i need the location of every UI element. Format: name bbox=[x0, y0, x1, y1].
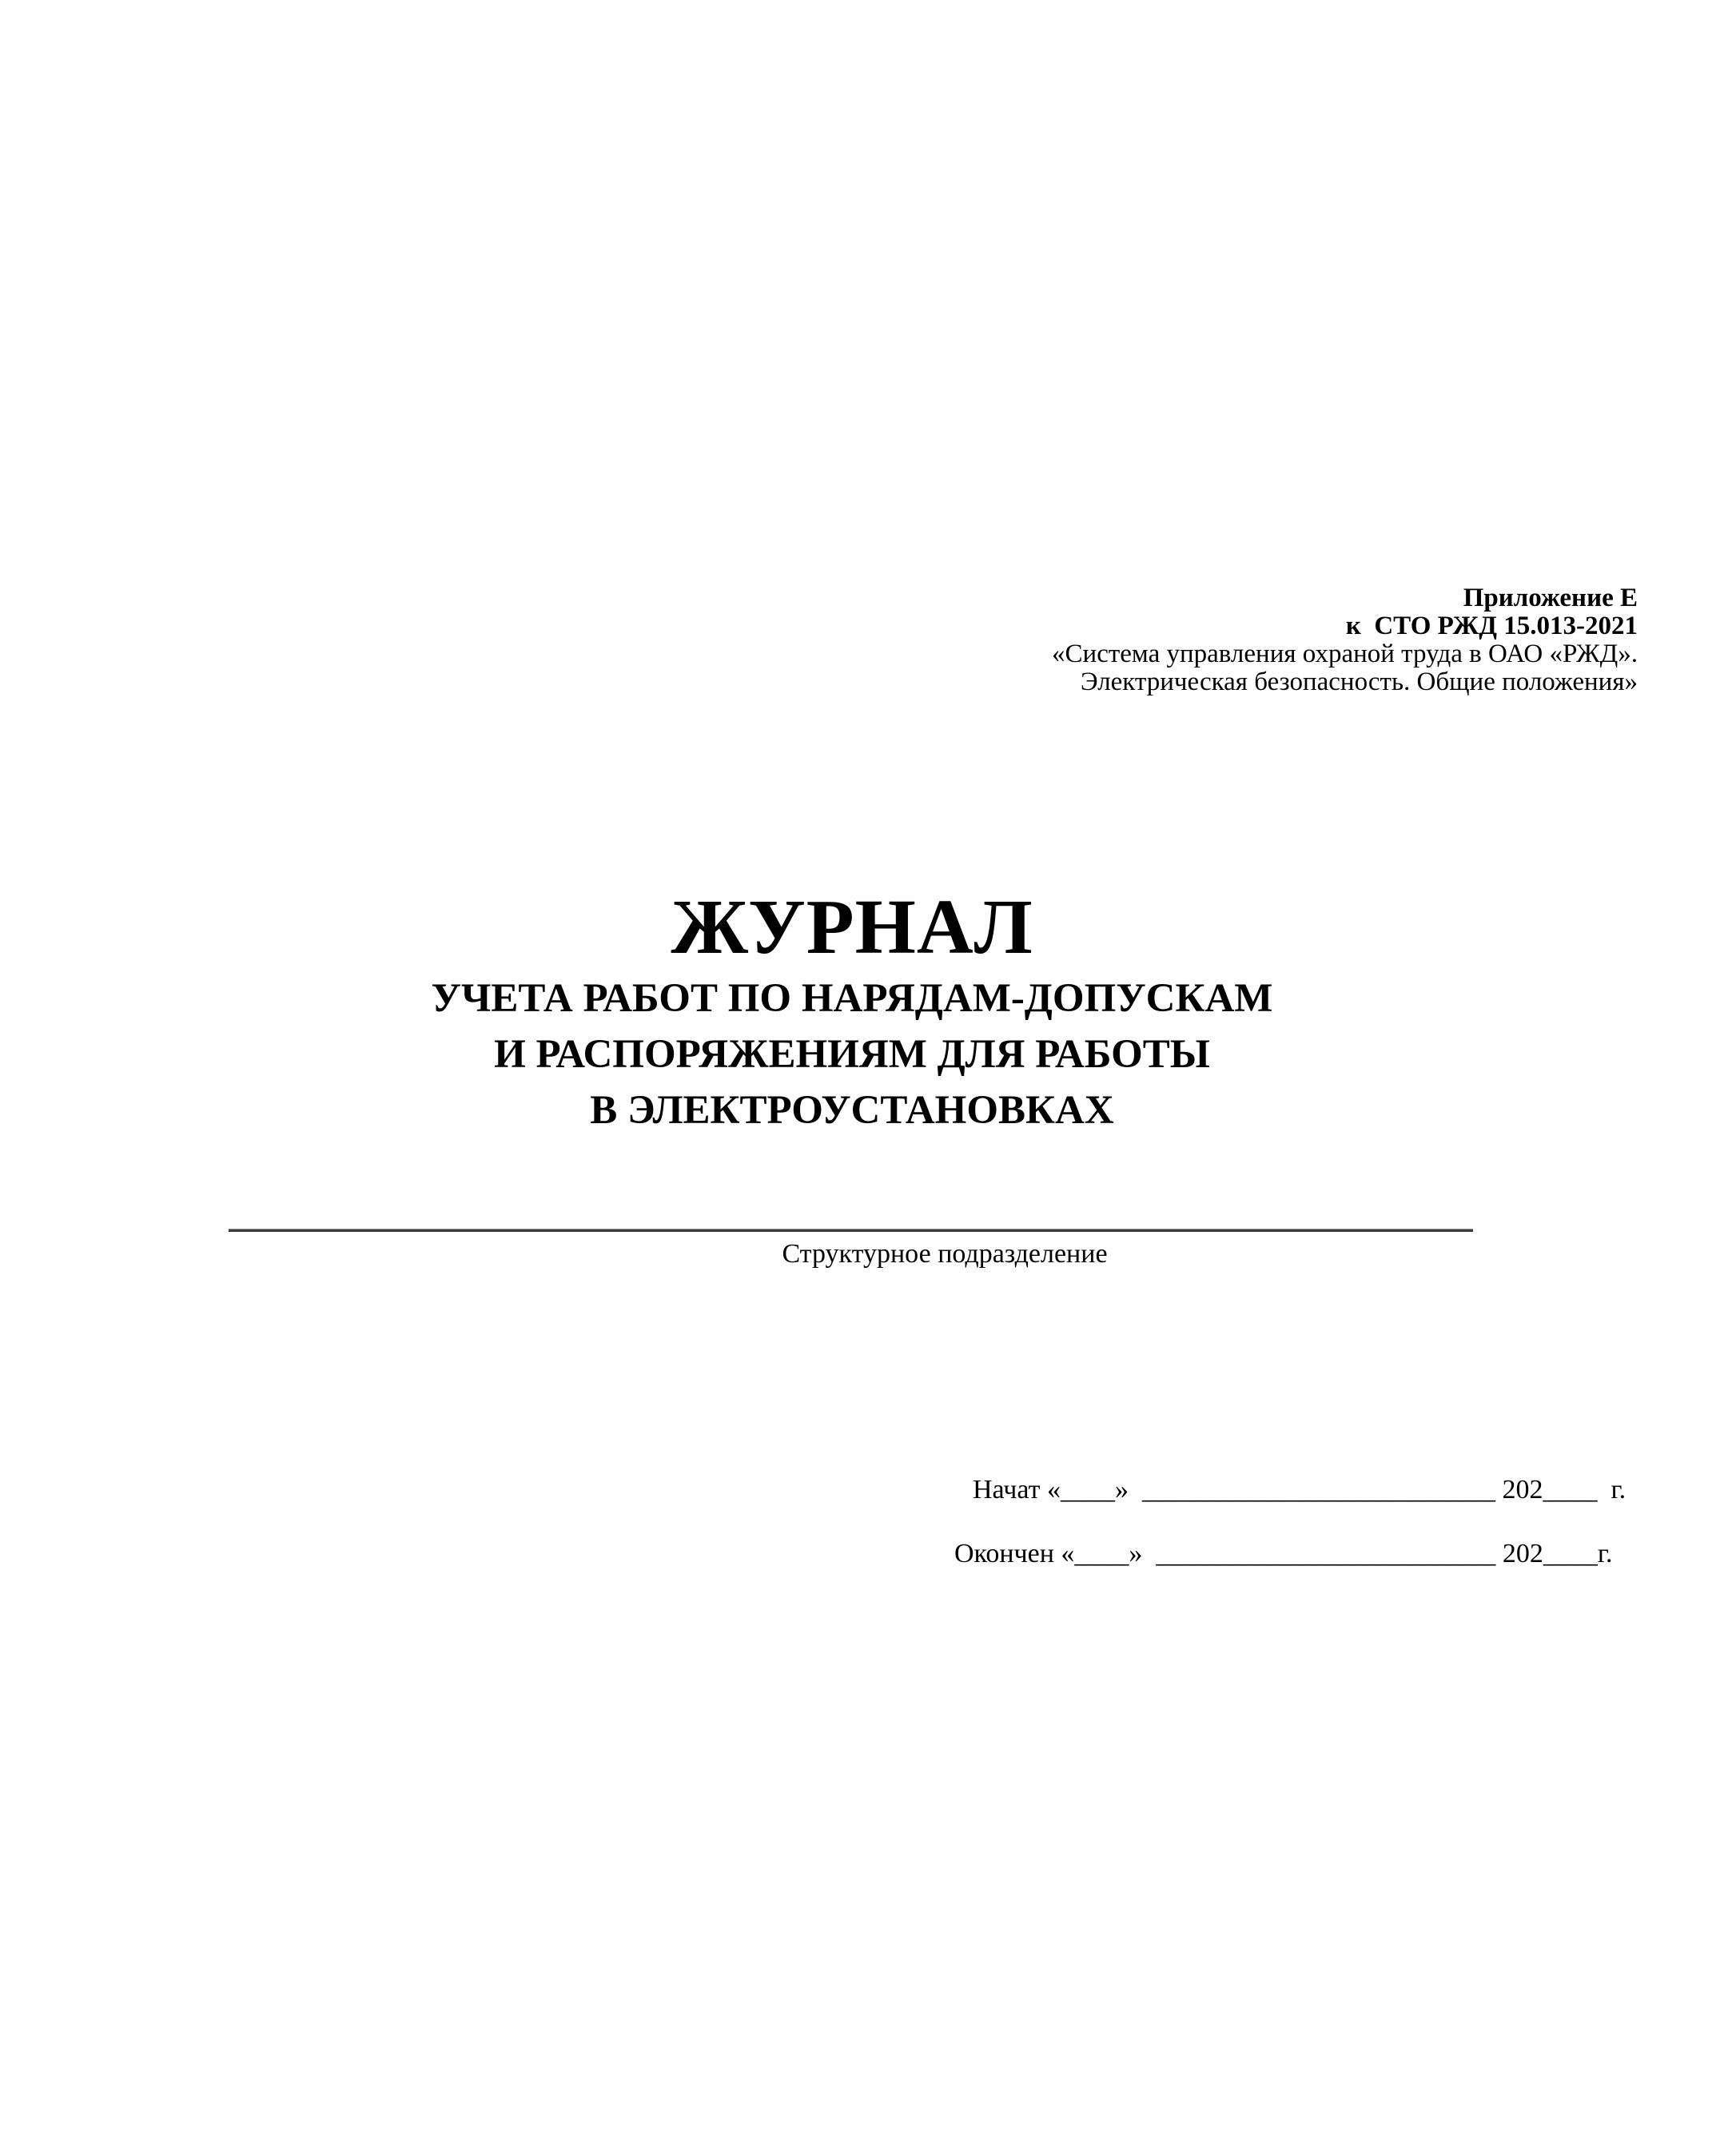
appendix-note-line-1: Приложение Е bbox=[1463, 584, 1638, 612]
appendix-note bbox=[1052, 584, 1638, 696]
appendix-note-line-2: к СТО РЖД 15.013-2021 bbox=[1345, 612, 1638, 640]
journal-title: ЖУРНАЛ bbox=[671, 884, 1033, 970]
journal-subtitle-line-1: УЧЕТА РАБОТ ПО НАРЯДАМ-ДОПУСКАМ bbox=[431, 976, 1273, 1021]
unit-name-blank-line bbox=[229, 1229, 1473, 1232]
journal-subtitle-line-2: И РАСПОРЯЖЕНИЯМ ДЛЯ РАБОТЫ bbox=[494, 1032, 1210, 1077]
unit-name-caption: Структурное подразделение bbox=[782, 1239, 1108, 1269]
appendix-note-line-4: Электрическая безопасность. Общие положения» bbox=[1080, 668, 1638, 696]
appendix-note-line-3: «Система управления охраной труда в ОАО «РЖД». bbox=[1052, 640, 1638, 668]
title-block bbox=[245, 884, 1459, 1138]
journal-subtitle-line-3: В ЭЛЕКТРОУСТАНОВКАХ bbox=[590, 1088, 1114, 1133]
started-date-row: Начат «____» __________________________ 202____ г. bbox=[973, 1475, 1627, 1504]
finished-date-row: Окончен «____» _________________________ 202____г. bbox=[954, 1539, 1613, 1568]
